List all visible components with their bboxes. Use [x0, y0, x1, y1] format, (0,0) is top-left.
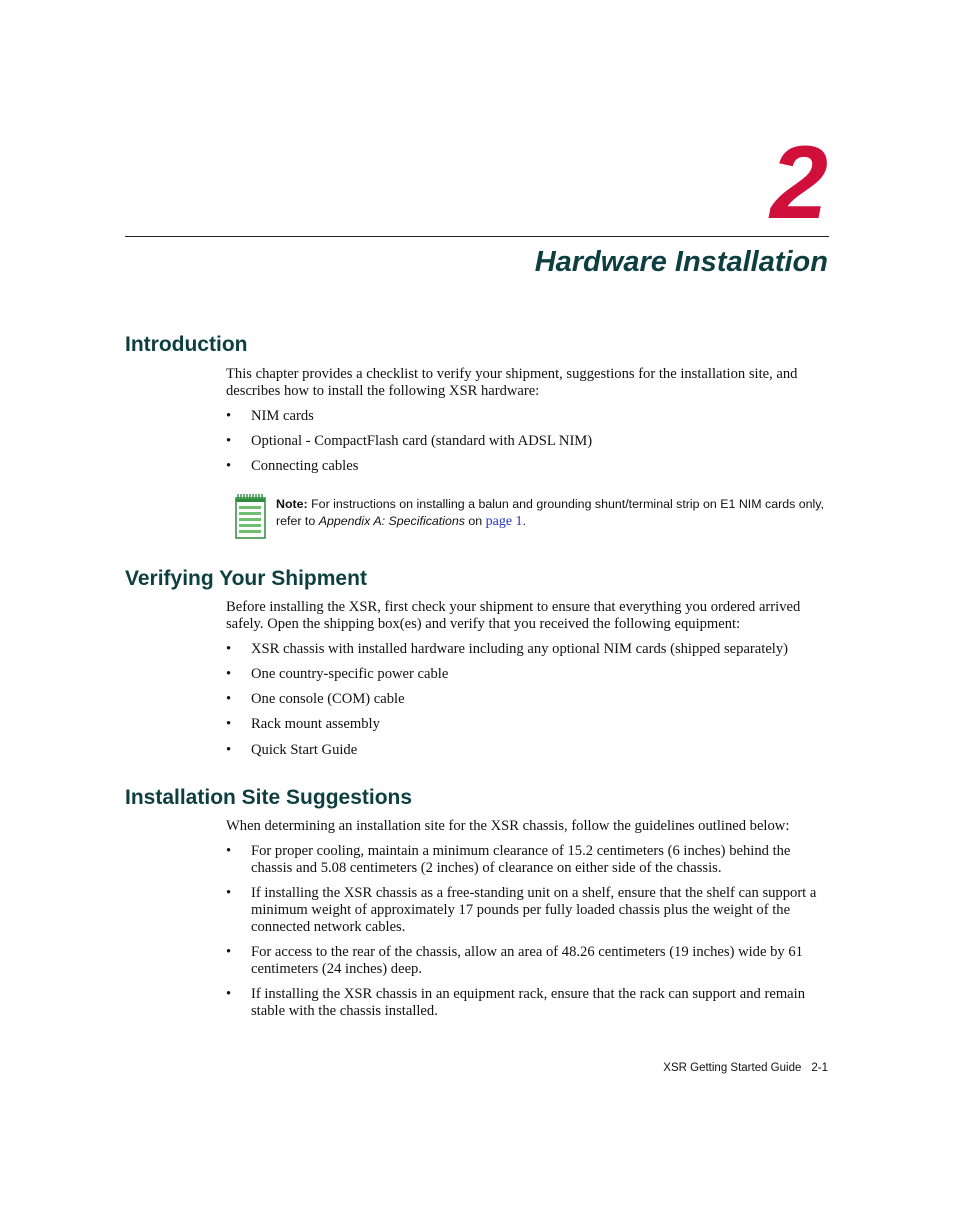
note-end: . [522, 514, 527, 528]
footer-guide-title: XSR Getting Started Guide [663, 1062, 802, 1074]
heading-verifying-shipment: Verifying Your Shipment [125, 567, 367, 590]
bullet-marker: • [226, 408, 232, 424]
bullet-marker: • [226, 433, 232, 449]
list-item-text: Quick Start Guide [251, 742, 358, 758]
page-link[interactable]: page 1 [485, 514, 523, 529]
note-reference: Appendix A: Specifications [318, 514, 465, 528]
bullet-marker: • [226, 742, 232, 758]
list-item-text: For access to the rear of the chassis, allow an area of 48.26 centimeters (19 inches) wide by 61 centimeters (24 inches) deep. [251, 944, 803, 977]
bullet-marker: • [226, 458, 232, 474]
note-label: Note: [276, 497, 308, 511]
note-on: on [464, 514, 486, 528]
list-item-text: One country-specific power cable [251, 666, 449, 682]
bullet-marker: • [226, 716, 232, 732]
site-paragraph: When determining an installation site for the XSR chassis, follow the guidelines outlined below: [226, 818, 790, 834]
list-item-text: XSR chassis with installed hardware including any optional NIM cards (shipped separately) [251, 641, 789, 657]
list-item-text: NIM cards [251, 408, 314, 424]
list-item-text: One console (COM) cable [251, 691, 405, 707]
footer-page-number: 2-1 [811, 1062, 828, 1074]
note-pad-icon [234, 493, 267, 539]
list-item-text: Optional - CompactFlash card (standard with ADSL NIM) [251, 433, 593, 449]
list-item-text: Connecting cables [251, 458, 359, 474]
list-item-text: Rack mount assembly [251, 716, 380, 732]
list-item-text: If installing the XSR chassis as a free-standing unit on a shelf, ensure that the shelf can support a minimum weight of approximately 17 pounds per fully loaded chassis plus the weight of the connected network cables. [251, 885, 817, 935]
bullet-marker: • [226, 843, 232, 859]
intro-paragraph: This chapter provides a checklist to verify your shipment, suggestions for the installation site, and describes how to install the following XSR hardware: [226, 366, 798, 399]
page-footer [663, 1061, 828, 1075]
bullet-marker: • [226, 691, 232, 707]
bullet-marker: • [226, 986, 232, 1002]
shipment-paragraph: Before installing the XSR, first check your shipment to ensure that everything you ordered arrived safely. Open the shipping box(es) and verify that you received the following equipment: [226, 599, 801, 632]
note-body: For instructions on installing a balun and grounding shunt/terminal strip on E1 NIM cards only, refer to [276, 497, 824, 528]
bullet-marker: • [226, 666, 232, 682]
chapter-title: Hardware Installation [534, 246, 828, 278]
chapter-number: 2 [770, 125, 828, 241]
heading-installation-site: Installation Site Suggestions [125, 786, 413, 809]
bullet-marker: • [226, 944, 232, 960]
bullet-marker: • [226, 641, 232, 657]
note-text [276, 496, 836, 530]
bullet-marker: • [226, 885, 232, 901]
chapter-rule [125, 236, 829, 237]
list-item-text: If installing the XSR chassis in an equipment rack, ensure that the rack can support and remain stable with the chassis installed. [251, 986, 805, 1019]
heading-introduction: Introduction [125, 333, 248, 356]
list-item-text: For proper cooling, maintain a minimum clearance of 15.2 centimeters (6 inches) behind the chassis and 5.08 centimeters (2 inches) of clearance on either side of the chassis. [251, 843, 791, 876]
